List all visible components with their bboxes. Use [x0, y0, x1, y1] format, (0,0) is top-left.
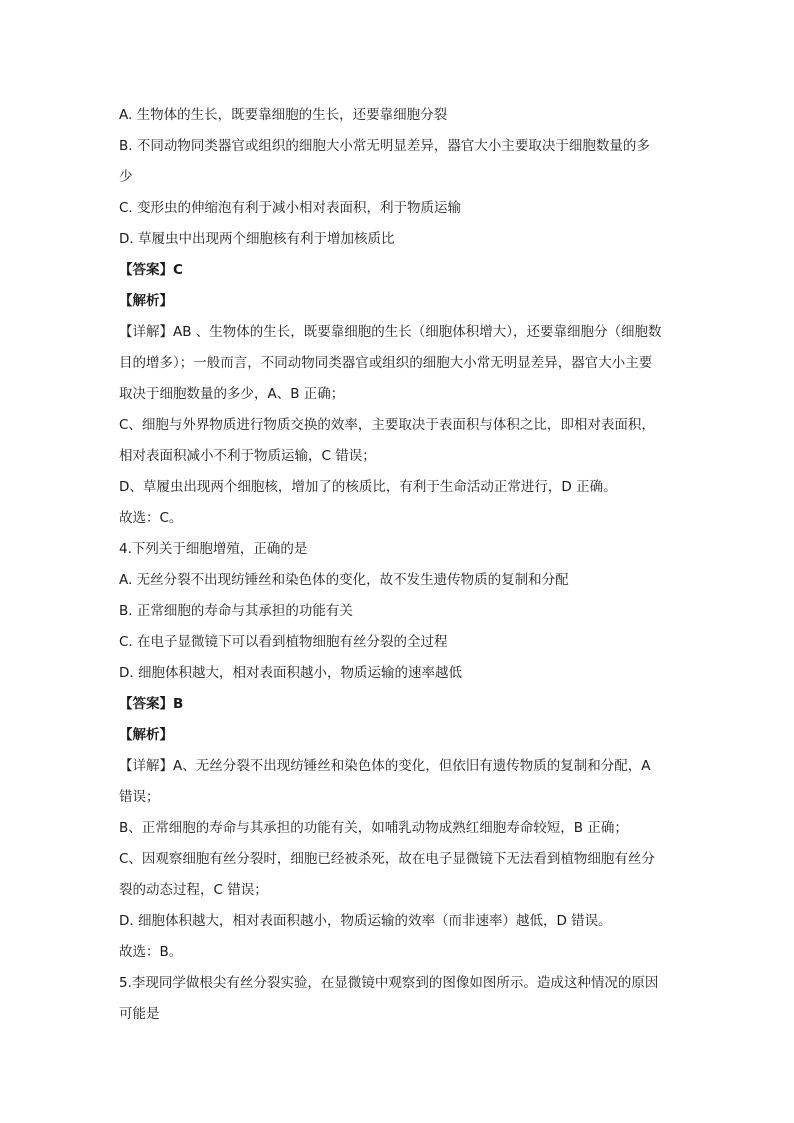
q3-conclusion: 故选：C。 [119, 510, 183, 526]
q5-question: 5.李现同学做根尖有丝分裂实验，在显微镜中观察到的图像如图所示。造成这种情况的原因 [119, 975, 659, 991]
q4-conclusion: 故选：B。 [119, 944, 183, 960]
q5-question-continued: 可能是 [119, 1006, 160, 1022]
q4-explanation-line: 裂的动态过程，C 错误； [119, 882, 268, 898]
q3-option-d: D. 草履虫中出现两个细胞核有利于增加核质比 [119, 231, 395, 247]
q3-explanation-line: D、草履虫出现两个细胞核，增加了的核质比，有利于生命活动正常进行，D 正确。 [119, 479, 617, 495]
q4-analysis-heading: 【解析】 [119, 727, 173, 743]
q4-option-c: C. 在电子显微镜下可以看到植物细胞有丝分裂的全过程 [119, 634, 448, 650]
q3-answer: 【答案】C [119, 262, 183, 278]
q4-option-b: B. 正常细胞的寿命与其承担的功能有关 [119, 603, 353, 619]
q4-explanation-line: 【详解】A、无丝分裂不出现纺锤丝和染色体的变化，但依旧有遗传物质的复制和分配，A [119, 758, 651, 774]
q4-option-d: D. 细胞体积越大，相对表面积越小，物质运输的速率越低 [119, 665, 462, 681]
q4-explanation-line: B、正常细胞的寿命与其承担的功能有关，如哺乳动物成熟红细胞寿命较短，B 正确； [119, 820, 628, 836]
q3-option-c: C. 变形虫的伸缩泡有利于减小相对表面积，利于物质运输 [119, 200, 462, 216]
q3-explanation-line: 相对表面积减小不利于物质运输，C 错误； [119, 448, 376, 464]
q3-option-b: B. 不同动物同类器官或组织的细胞大小常无明显差异，器官大小主要取决于细胞数量的多 [119, 138, 650, 154]
q4-explanation-line: D. 细胞体积越大，相对表面积越小，物质运输的效率（而非速率）越低，D 错误。 [119, 913, 612, 929]
document-body [119, 100, 679, 1030]
q3-explanation-line: C、细胞与外界物质进行物质交换的效率，主要取决于表面积与体积之比，即相对表面积， [119, 417, 655, 433]
q3-option-a: A. 生物体的生长，既要靠细胞的生长，还要靠细胞分裂 [119, 107, 448, 123]
q3-option-b-continued: 少 [119, 169, 133, 185]
q4-option-a: A. 无丝分裂不出现纺锤丝和染色体的变化，故不发生遗传物质的复制和分配 [119, 572, 569, 588]
q4-explanation-line: C、因观察细胞有丝分裂时，细胞已经被杀死，故在电子显微镜下无法看到植物细胞有丝分 [119, 851, 655, 867]
q4-question: 4.下列关于细胞增殖，正确的是 [119, 541, 308, 557]
q3-analysis-heading: 【解析】 [119, 293, 173, 309]
q3-explanation-line: 【详解】AB 、生物体的生长，既要靠细胞的生长（细胞体积增大），还要靠细胞分（细胞数 [119, 324, 662, 340]
q4-answer: 【答案】B [119, 696, 184, 712]
q3-explanation-line: 目的增多）；一般而言，不同动物同类器官或组织的细胞大小常无明显差异，器官大小主要 [119, 355, 653, 371]
q4-explanation-line: 错误； [119, 789, 160, 805]
q3-explanation-line: 取决于细胞数量的多少，A、B 正确； [119, 386, 345, 402]
